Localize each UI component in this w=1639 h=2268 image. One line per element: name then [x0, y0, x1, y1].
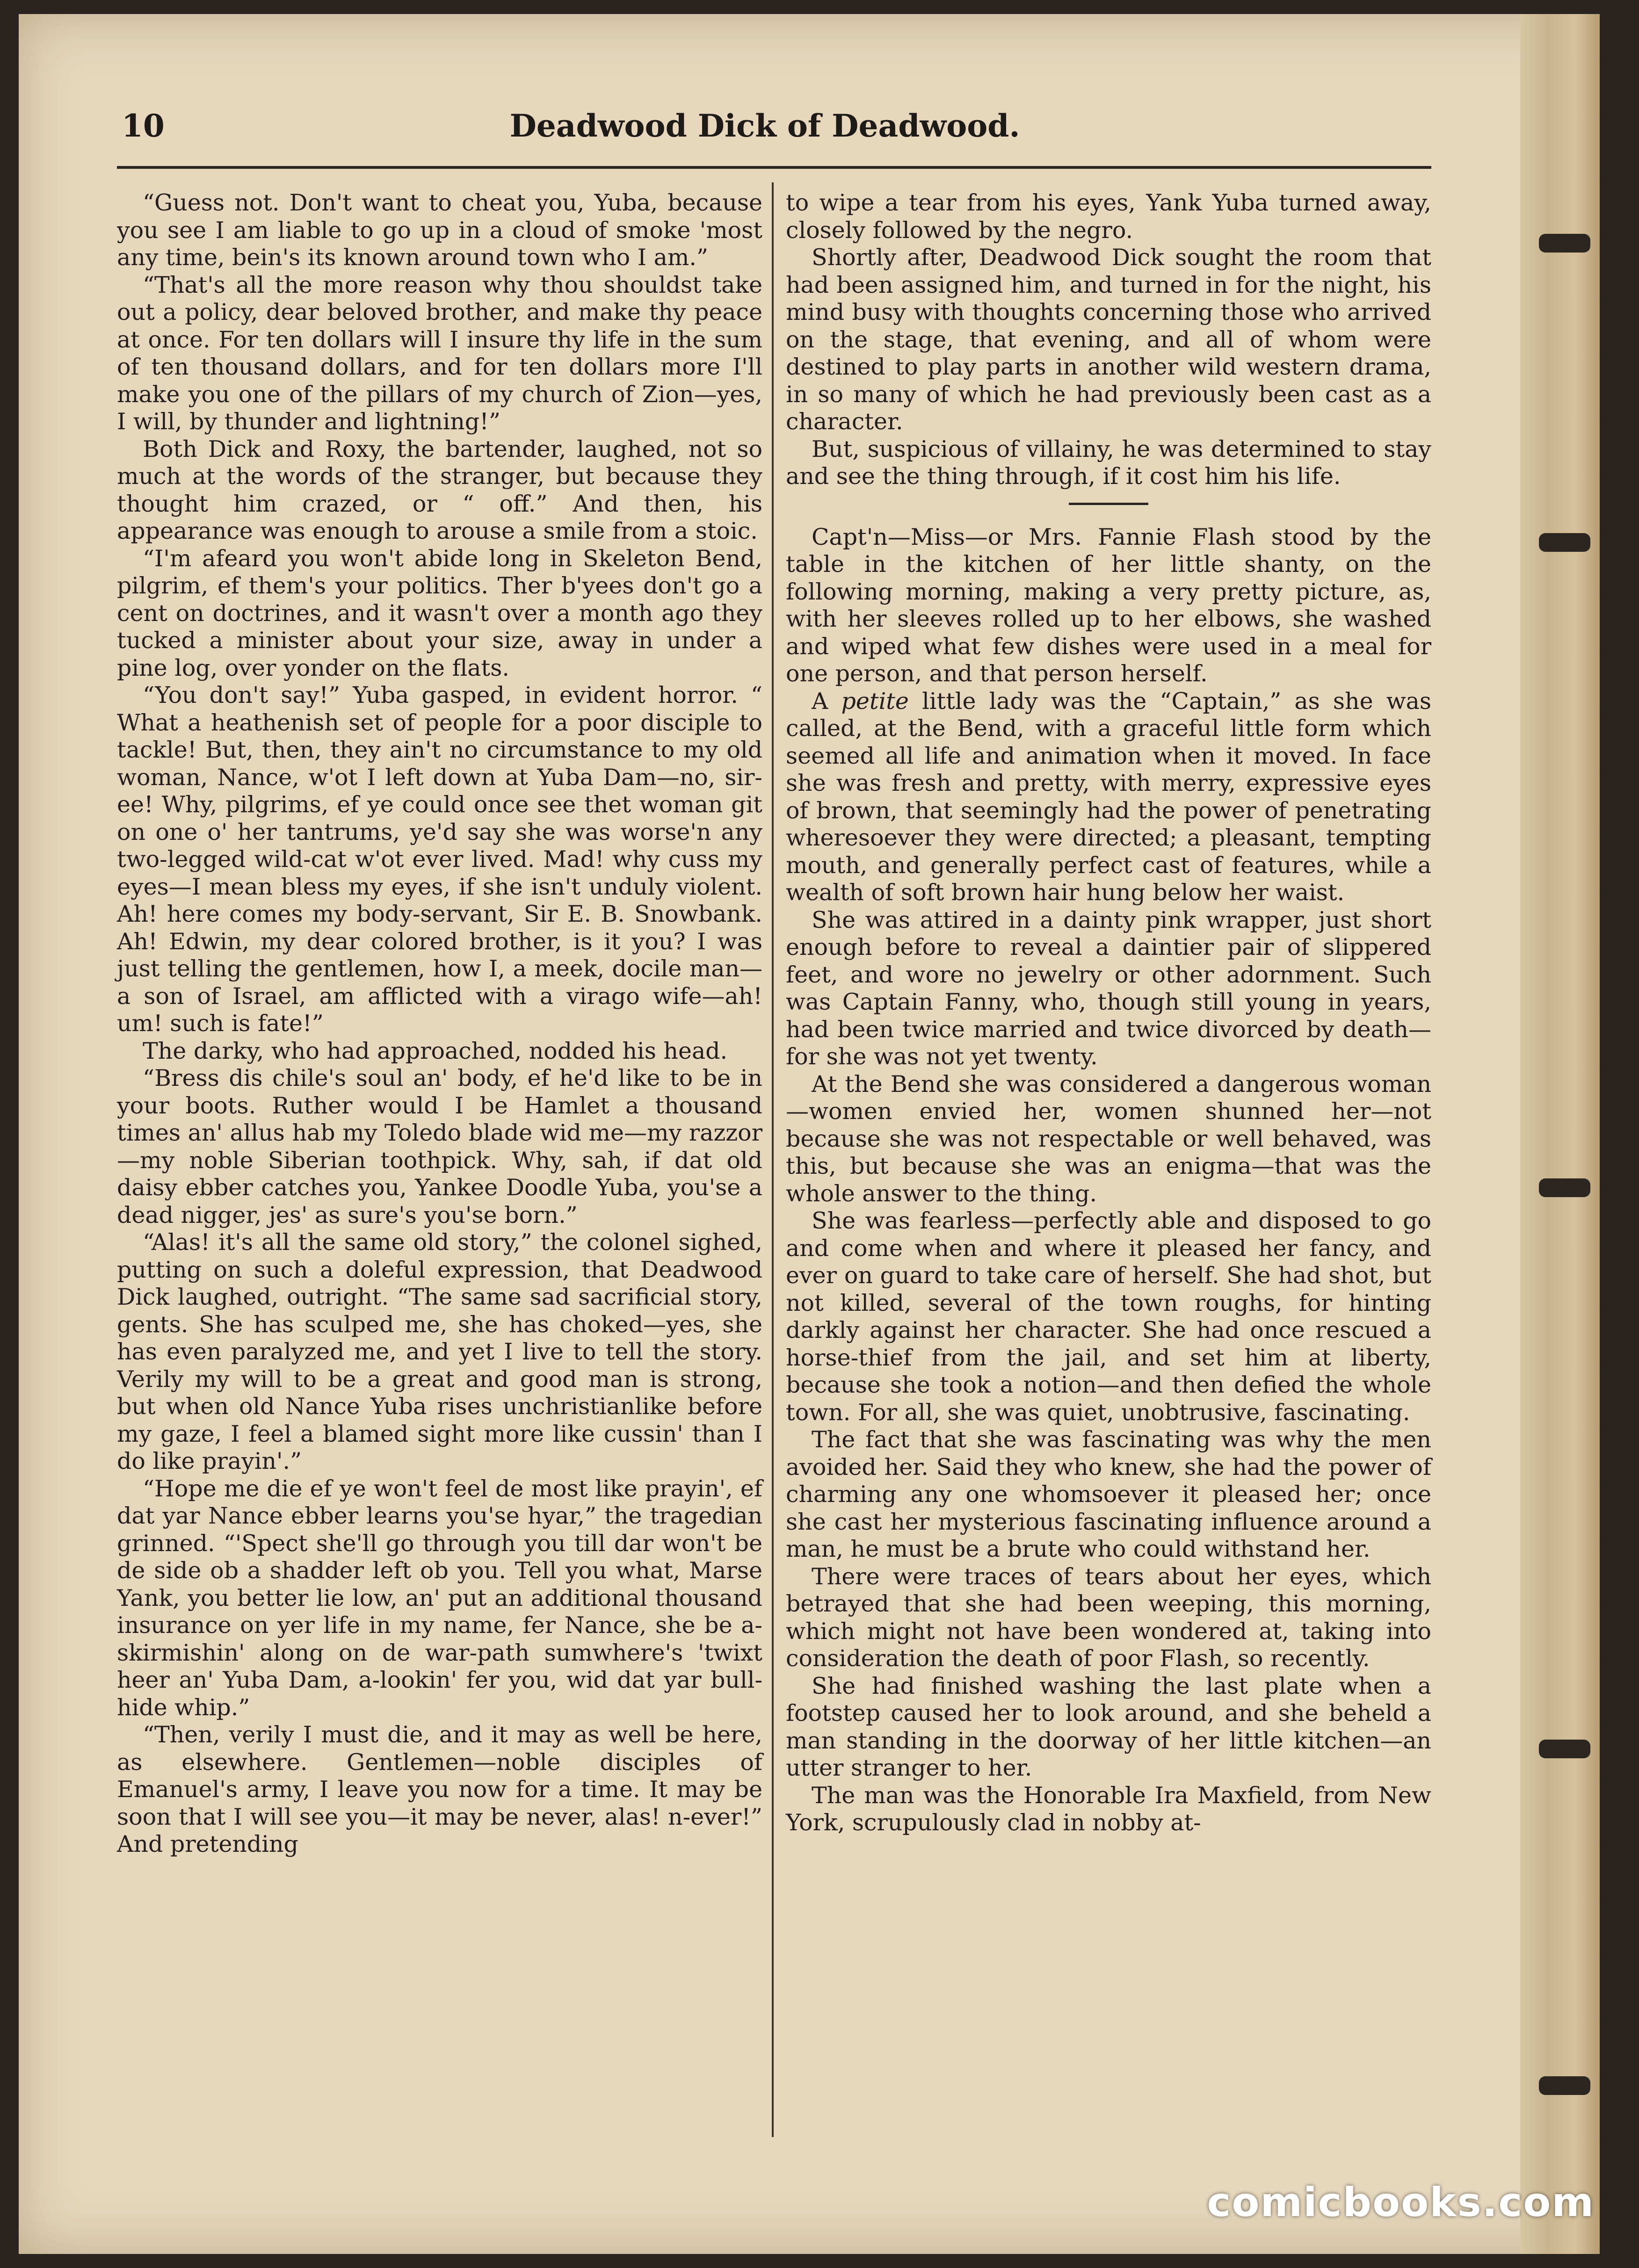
paragraph: “Then, verily I must die, and it may as well be here, as elsewhere. Gentlemen—noble disciples of Emanuel's army, I leave you now for a time. It may be soon that I will see you—it may be never, alas! n-ever!” And pretending: [117, 1721, 762, 1857]
paragraph: Capt'n—Miss—or Mrs. Fannie Flash stood by the table in the kitchen of her little shanty, on the following morning, making a very pretty picture, as, with her sleeves rolled up to her elbows, she washed and wiped what few dishes were used in a meal for one person, and that person herself.: [786, 523, 1431, 687]
paragraph-lead: A: [812, 687, 828, 715]
paragraph: “Bress dis chile's soul an' body, ef he'd like to be in your boots. Ruther would I be Hamlet a thousand times an' allus hab my Toledo blade wid me—my razzor—my noble Siberian toothpick. Why, sah, if dat old daisy ebber catches you, Yankee Doodle Yuba, you'se a dead nigger, jes' as sure's you'se born.”: [117, 1065, 762, 1228]
running-title: Deadwood Dick of Deadwood.: [509, 108, 1020, 144]
paragraph: At the Bend she was considered a dangerous woman—women envied her, women shunned her—not because she was not respectable or well behaved, was this, but because she was an enigma—that was the whole answer to the thing.: [786, 1070, 1431, 1207]
paragraph-rest: little lady was the “Captain,” as she was called, at the Bend, with a graceful little form which seemed all life and animation when it moved. In face she was fresh and pretty, with merry, expressive eyes of brown, that seemingly had the power of penetrating wheresoever they were directed; a pleasant, tempting mouth, and generally perfect cast of features, while a wealth of soft brown hair hung below her waist.: [786, 687, 1432, 906]
italic-word: petite: [841, 687, 909, 715]
paragraph: “You don't say!” Yuba gasped, in evident horror. “ What a heathenish set of people for a poor disciple to tackle! But, then, they ain't no circumstance to my old woman, Nance, w'ot I left down at Yuba Dam—no, sir-ee! Why, pilgrims, ef ye could once see thet woman git on one o' her tantrums, ye'd say she was worse'n any two-legged wild-cat w'ot ever lived. Mad! why cuss my eyes—I mean bless my eyes, if she isn't unduly violent. Ah! here comes my body-servant, Sir E. B. Snowbank. Ah! Edwin, my dear colored brother, is it you? I was just telling the gentlemen, how I, a meek, docile man—a son of Israel, am afflicted with a virago wife—ah! um! such is fate!”: [117, 682, 762, 1037]
paragraph: She was attired in a dainty pink wrapper, just short enough before to reveal a daintier pair of slippered feet, and wore no jewelry or other adornment. Such was Captain Fanny, who, though still young in years, had been twice married and twice divorced by death—for she was not yet twenty.: [786, 906, 1431, 1070]
page-header: [94, 108, 1436, 159]
paragraph: But, suspicious of villainy, he was determined to stay and see the thing through, if it cost him his life.: [786, 435, 1431, 490]
paragraph: to wipe a tear from his eyes, Yank Yuba turned away, closely followed by the negro.: [786, 189, 1431, 244]
paragraph: “Alas! it's all the same old story,” the colonel sighed, putting on such a doleful expression, that Deadwood Dick laughed, outright. “The same sad sacrificial story, gents. She has sculped me, she has choked—yes, she has even paralyzed me, and yet I live to tell the story. Verily my will to be a great and good man is strong, but when old Nance Yuba rises unchristianlike before my gaze, I feel a blamed sight more like cussin' than I do like prayin'.”: [117, 1229, 762, 1474]
paragraph: The darky, who had approached, nodded his head.: [143, 1037, 728, 1064]
staple-1: [1539, 234, 1590, 253]
paragraph: The fact that she was fascinating was why the men avoided her. Said they who knew, she had the power of charming any one whomsoever it pleased her; once she cast her mysterious fascinating influence around a man, he must be a brute who could withstand her.: [786, 1426, 1431, 1562]
page-number: 10: [122, 108, 165, 144]
left-column: [117, 189, 762, 1858]
header-rule: [117, 166, 1431, 169]
paragraph: “That's all the more reason why thou shouldst take out a policy, dear beloved brother, and make thy peace at once. For ten dollars will I insure thy life in the sum of ten thousand dollars, and for ten dollars more I'll make you one of the pillars of my church of Zion—yes, I will, by thunder and lightning!”: [117, 271, 762, 435]
staple-3: [1539, 1178, 1590, 1197]
paragraph: [786, 688, 1431, 907]
paragraph: Both Dick and Roxy, the bartender, laughed, not so much at the words of the stranger, but because they thought him crazed, or “ off.” And then, his appearance was enough to arouse a smile from a stoic.: [117, 435, 762, 544]
paragraph: There were traces of tears about her eyes, which betrayed that she had been weeping, this morning, which might not have been wondered at, taking into consideration the death of poor Flash, so recently.: [786, 1563, 1431, 1672]
paragraph: She had finished washing the last plate when a footstep caused her to look around, and she beheld a man standing in the doorway of her little kitchen—an utter stranger to her.: [786, 1672, 1431, 1781]
staple-2: [1539, 533, 1590, 552]
staple-4: [1539, 1740, 1590, 1758]
watermark-logo: comicbooks.com: [1207, 2179, 1595, 2226]
paragraph: The man was the Honorable Ira Maxfield, from New York, scrupulously clad in nobby at-: [786, 1782, 1431, 1836]
paragraph: She was fearless—perfectly able and disposed to go and come when and where it pleased her fancy, and ever on guard to take care of herself. She had shot, but not killed, several of the town roughs, for hinting darkly against her character. She had once rescued a horse-thief from the jail, and set him at liberty, because she took a notion—and then defied the whole town. For all, she was quiet, unobtrusive, fascinating.: [786, 1207, 1431, 1426]
paragraph: “Guess not. Don't want to cheat you, Yuba, because you see I am liable to go up in a cloud of smoke 'most any time, bein's its known around town who I am.”: [117, 189, 762, 271]
paragraph: Shortly after, Deadwood Dick sought the room that had been assigned him, and turned in for the night, his mind busy with thoughts concerning those who arrived on the stage, that evening, and all of whom were destined to play parts in another wild western drama, in so many of which he had previously been cast as a character.: [786, 244, 1431, 435]
paragraph: “Hope me die ef ye won't feel de most like prayin', ef dat yar Nance ebber learns you'se hyar,” the tragedian grinned. “'Spect she'll go through you till dar won't be de side ob a shadder left ob you. Tell you what, Marse Yank, you better lie low, an' put an additional thousand insurance on yer life in my name, fer Nance, she be a-skirmishin' along on de war-path sumwhere's 'twixt heer an' Yuba Dam, a-lookin' fer you, wid dat yar bull-hide whip.”: [117, 1475, 762, 1721]
column-divider: [772, 182, 774, 2137]
section-break-rule: [1069, 503, 1148, 505]
paragraph: “I'm afeard you won't abide long in Skeleton Bend, pilgrim, ef them's your politics. Ther b'yees don't go a cent on doctrines, and it wasn't over a month ago they tucked a minister about your size, away in under a pine log, over yonder on the flats.: [117, 545, 762, 681]
staple-5: [1539, 2076, 1590, 2095]
right-column: [786, 189, 1431, 1837]
binding-edge: [1520, 14, 1600, 2254]
